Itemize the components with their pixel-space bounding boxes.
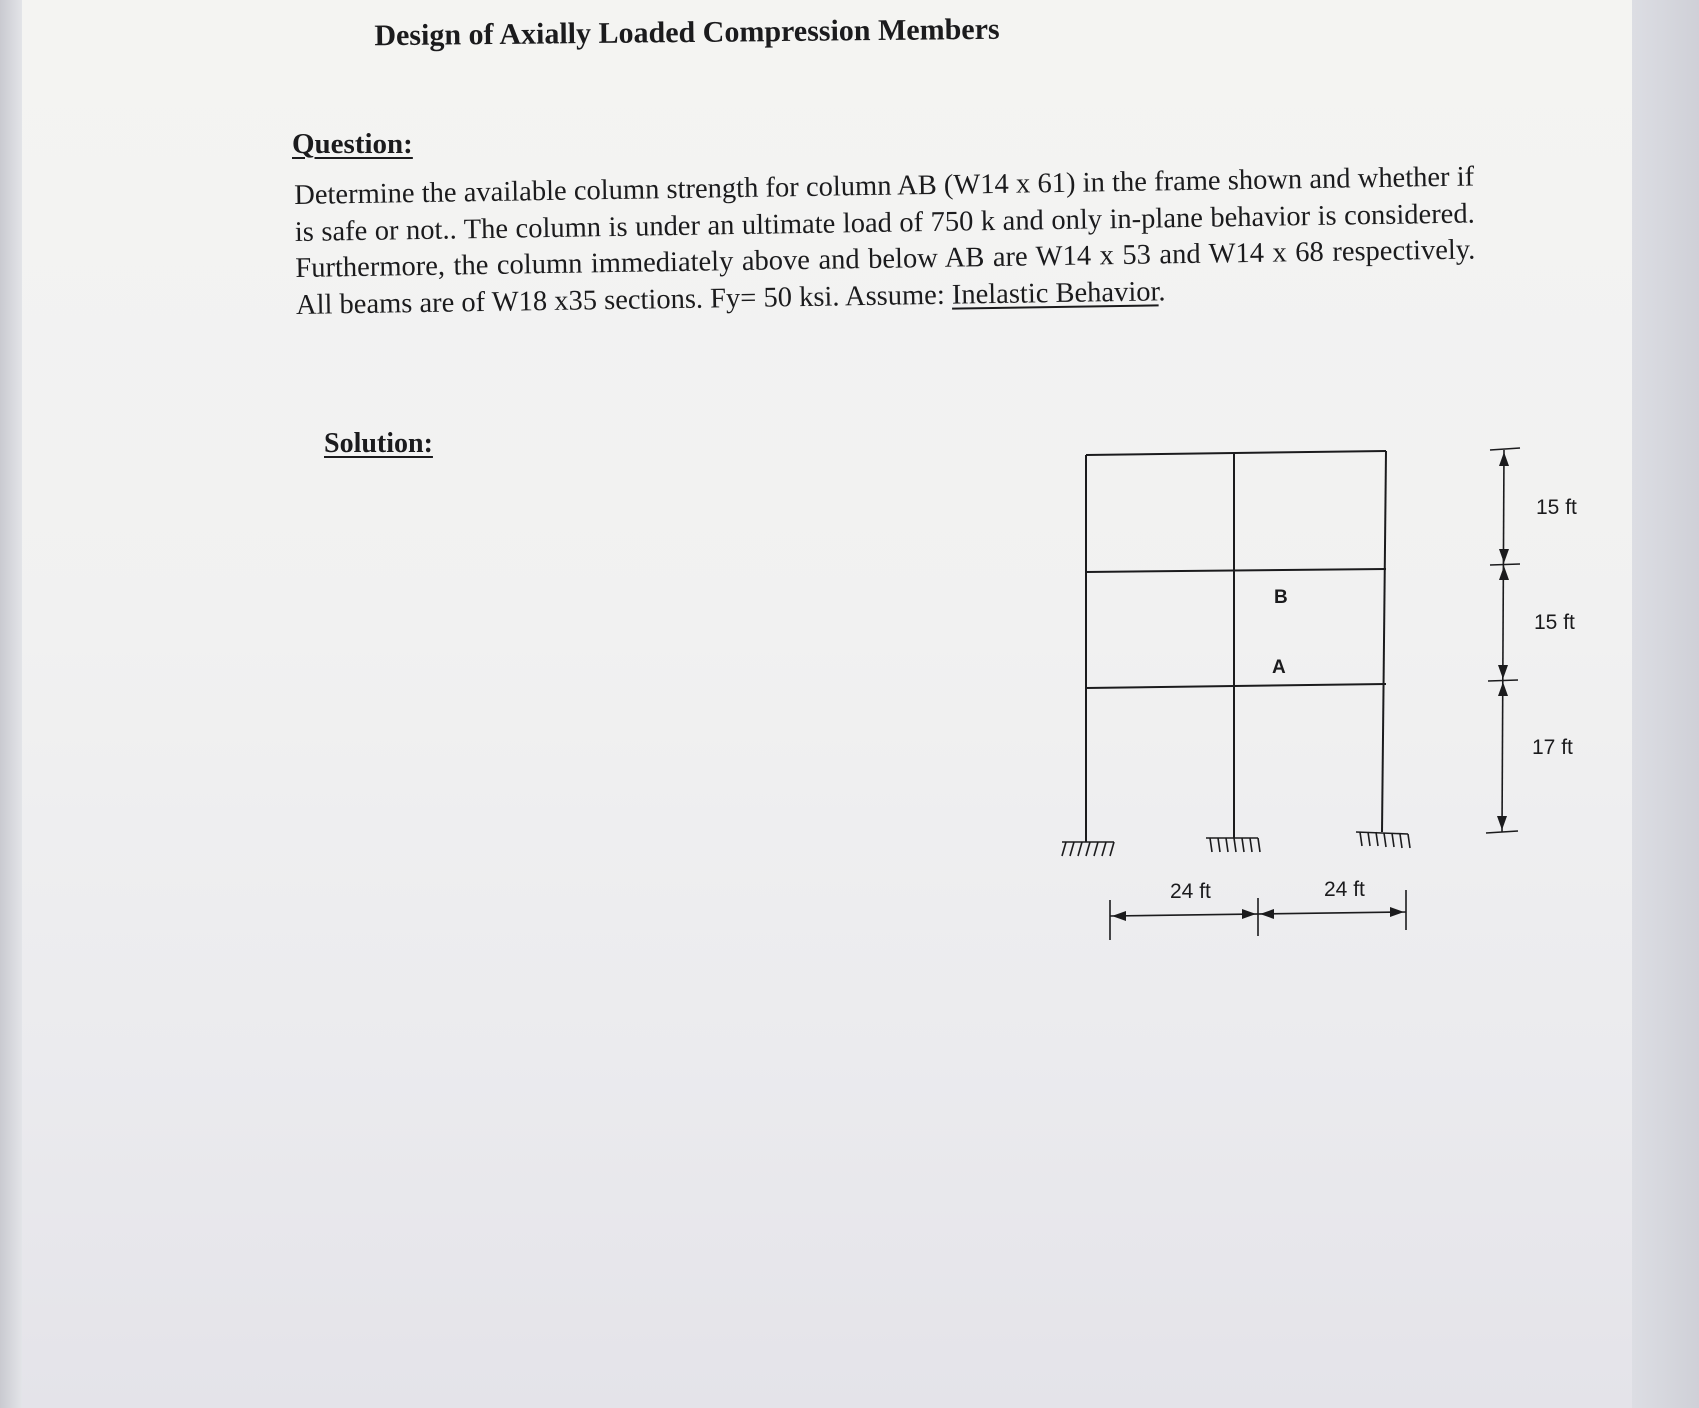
dimension-line-vertical xyxy=(1502,450,1504,832)
dimension-tick-bottom xyxy=(1486,831,1518,833)
frame-lines xyxy=(1086,451,1386,842)
arrow-head xyxy=(1260,909,1274,919)
dimension-tick-top xyxy=(1490,448,1520,450)
solution-heading: Solution: xyxy=(324,428,433,459)
arrow-head xyxy=(1498,682,1508,696)
story-height-labels xyxy=(1532,496,1577,759)
bay-width-labels xyxy=(1170,878,1365,903)
arrow-head xyxy=(1499,452,1509,466)
story-height-label: 17 ft xyxy=(1532,736,1573,759)
vertical-dimension xyxy=(1486,448,1520,833)
frame-figure xyxy=(22,0,1632,1408)
bay-width-label: 24 ft xyxy=(1170,880,1211,903)
point-labels xyxy=(1272,587,1288,678)
arrow-head xyxy=(1112,911,1126,921)
arrow-head xyxy=(1499,549,1509,563)
question-end: . xyxy=(1158,275,1166,307)
fixed-supports xyxy=(1062,832,1410,856)
question-emphasis: Inelastic Behavior xyxy=(951,275,1159,311)
screen-bezel-left xyxy=(0,0,22,1408)
right-column xyxy=(1382,451,1386,832)
right-fixed-support xyxy=(1356,832,1410,848)
arrow-head xyxy=(1390,907,1404,917)
document-page xyxy=(22,0,1632,1408)
story-height-label: 15 ft xyxy=(1534,611,1575,634)
middle-fixed-support xyxy=(1206,838,1260,852)
question-heading: Question: xyxy=(292,128,413,160)
roof-beam xyxy=(1086,451,1386,455)
dimension-tick-2 xyxy=(1488,680,1518,681)
arrow-head xyxy=(1498,665,1508,679)
point-b-label: B xyxy=(1274,587,1288,608)
left-fixed-support xyxy=(1062,842,1114,856)
arrow-head xyxy=(1242,909,1256,919)
question-body: Determine the available column strength for column AB (W14 x 61) in the frame shown and whether if is safe or not.. The column is under an ultimate load of 750 k and only in-plane behavior is considered. Furthermore, the column immediately above and below AB are W14 x 53 and W14 x 68 respectively. All beams are of W18 x35 sections. Fy= 50 ksi. Assume: xyxy=(294,161,1476,321)
bay-width-label: 24 ft xyxy=(1324,878,1365,901)
document-title: Design of Axially Loaded Compression Members xyxy=(374,12,1000,53)
story-height-label: 15 ft xyxy=(1536,496,1577,519)
arrow-head xyxy=(1497,816,1507,830)
third-floor-beam xyxy=(1086,569,1386,572)
arrow-head xyxy=(1499,566,1509,580)
point-a-label: A xyxy=(1272,657,1286,678)
second-floor-beam xyxy=(1086,684,1386,688)
dimension-tick-1 xyxy=(1490,564,1520,565)
